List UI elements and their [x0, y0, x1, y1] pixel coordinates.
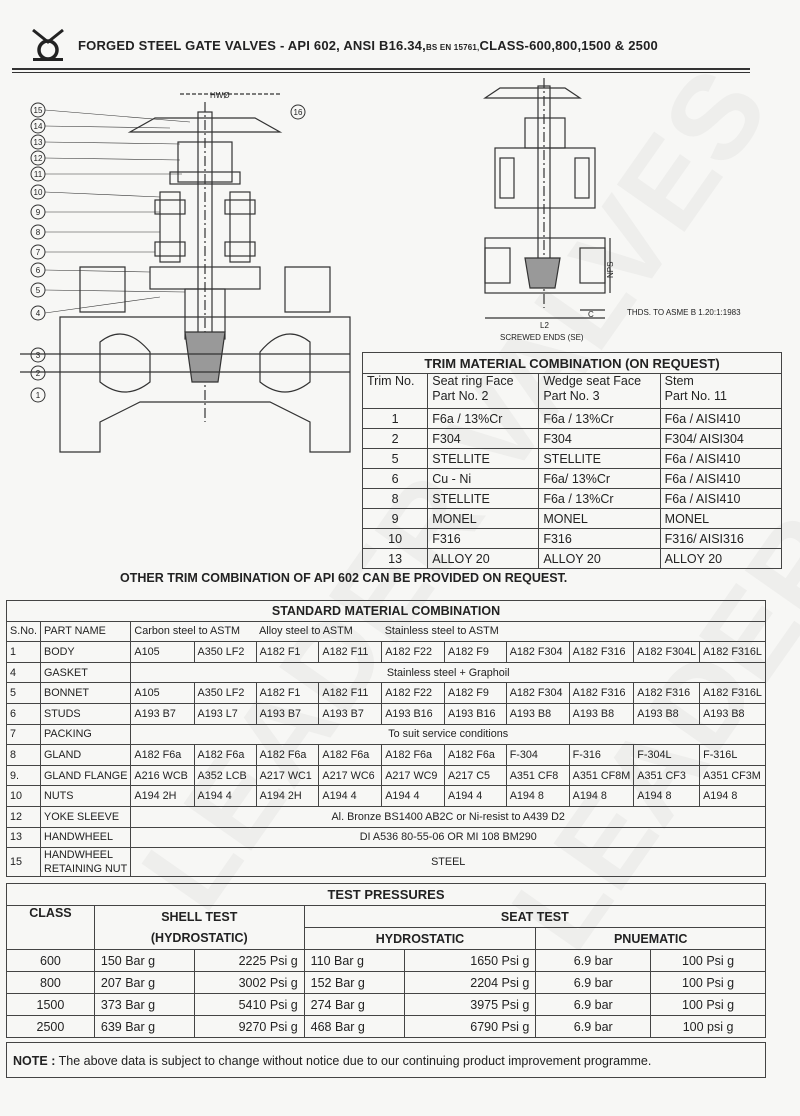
other-trim-note: OTHER TRIM COMBINATION OF API 602 CAN BE PROVIDED ON REQUEST. — [120, 571, 568, 585]
nps-dimension-label: NPS — [606, 261, 615, 278]
class-header: CLASS — [7, 906, 95, 950]
part-callout-10 — [31, 185, 45, 199]
seat-test-header: SEAT TEST — [304, 906, 765, 928]
table-row: 7 PACKING To suit service conditions — [7, 724, 766, 745]
part-callout-14 — [31, 119, 45, 133]
part-callout-16 — [291, 105, 305, 119]
part-callout-5 — [31, 283, 45, 297]
page-title: FORGED STEEL GATE VALVES - API 602, ANSI B16.34,BS EN 15761,CLASS-600,800,1500 & 2500 — [78, 38, 658, 53]
svg-text:8: 8 — [35, 228, 41, 237]
trim-table-header — [363, 374, 782, 409]
c-dimension-label: C — [588, 310, 594, 319]
seat-pneumatic-header: PNUEMATIC — [536, 928, 766, 950]
trim-table-caption: TRIM MATERIAL COMBINATION (ON REQUEST) — [363, 353, 782, 374]
screwed-ends-label: SCREWED ENDS (SE) — [500, 333, 584, 342]
svg-text:5: 5 — [35, 286, 41, 295]
svg-text:10: 10 — [33, 188, 43, 197]
svg-text:9: 9 — [35, 208, 41, 217]
svg-text:3: 3 — [35, 351, 41, 360]
svg-text:14: 14 — [33, 122, 43, 131]
part-callout-13 — [31, 135, 45, 149]
svg-text:11: 11 — [33, 170, 43, 179]
table-row: 5 STELLITE STELLITE F6a / AISI410 — [363, 449, 782, 469]
table-row: 9 MONEL MONEL MONEL — [363, 509, 782, 529]
svg-text:7: 7 — [35, 248, 41, 257]
table-row: 10 F316 F316 F316/ AISI316 — [363, 529, 782, 549]
screwed-ends-drawing — [470, 78, 770, 348]
table-row: 2 F304 F304 F304/ AISI304 — [363, 429, 782, 449]
table-row: 2500 639 Bar g 9270 Psi g 468 Bar g 6790 Psi g 6.9 bar 100 psi g — [7, 1016, 766, 1038]
part-callout-15 — [31, 103, 45, 117]
table-row: 10 NUTS A194 2H A194 4 A194 2H A194 4 A194 4 A194 4 A194 8 A194 8 A194 8 A194 8 — [7, 786, 766, 807]
svg-text:12: 12 — [33, 154, 43, 163]
part-callout-9 — [31, 205, 45, 219]
table-row: 1 BODY A105 A350 LF2 A182 F1 A182 F11 A182 F22 A182 F9 A182 F304 A182 F316 A182 F304L A182 F316L — [7, 642, 766, 663]
table-row: 13 HANDWHEEL DI A536 80-55-06 OR MI 108 BM290 — [7, 827, 766, 848]
part-callout-7 — [31, 245, 45, 259]
table-row: 13 ALLOY 20 ALLOY 20 ALLOY 20 — [363, 549, 782, 569]
test-pressures-table — [6, 883, 766, 1038]
table-row: 800 207 Bar g 3002 Psi g 152 Bar g 2204 Psi g 6.9 bar 100 Psi g — [7, 972, 766, 994]
header-rule-thin — [12, 72, 750, 73]
trim-header-no: Trim No. — [363, 374, 428, 409]
part-callout-8 — [31, 225, 45, 239]
table-row: 12 YOKE SLEEVE Al. Bronze BS1400 AB2C or Ni-resist to A439 D2 — [7, 806, 766, 827]
part-callout-3 — [31, 348, 45, 362]
trim-header-wedge: Wedge seat Face Part No. 3 — [539, 374, 660, 409]
hw-dimension-label: HWØ — [210, 91, 230, 100]
standard-material-table — [6, 600, 766, 877]
shell-test-header: SHELL TEST — [94, 906, 304, 928]
table-row: 6 Cu - Ni F6a/ 13%Cr F6a / AISI410 — [363, 469, 782, 489]
threads-note: THDS. TO ASME B 1.20:1:1983 — [627, 308, 741, 317]
part-callout-11 — [31, 167, 45, 181]
part-callout-12 — [31, 151, 45, 165]
test-table-caption: TEST PRESSURES — [7, 884, 766, 906]
table-row: 8 GLAND A182 F6a A182 F6a A182 F6a A182 F6a A182 F6a A182 F6a F-304 F-316 F-304L F-316L — [7, 745, 766, 766]
shell-hydro-header: (HYDROSTATIC) — [94, 928, 304, 950]
std-table-header: S.No. PART NAME Carbon steel to ASTM Alloy steel to ASTM Stainless steel to ASTM — [7, 621, 766, 642]
table-row: 8 STELLITE F6a / 13%Cr F6a / AISI410 — [363, 489, 782, 509]
l2-dimension-label: L2 — [540, 321, 549, 330]
valve-section-drawing — [20, 82, 360, 462]
part-callout-2 — [31, 366, 45, 380]
part-callout-6 — [31, 263, 45, 277]
trim-material-table — [362, 352, 782, 569]
table-row: 5 BONNET A105 A350 LF2 A182 F1 A182 F11 A182 F22 A182 F9 A182 F304 A182 F316 A182 F316 A182 F316L — [7, 683, 766, 704]
part-callout-4 — [31, 306, 45, 320]
svg-text:16: 16 — [293, 108, 303, 117]
part-callout-1 — [31, 388, 45, 402]
std-table-caption: STANDARD MATERIAL COMBINATION — [7, 601, 766, 622]
svg-text:4: 4 — [35, 309, 41, 318]
svg-text:15: 15 — [33, 106, 43, 115]
trim-header-seat: Seat ring Face Part No. 2 — [428, 374, 539, 409]
svg-text:6: 6 — [35, 266, 41, 275]
table-row: 4 GASKET Stainless steel + Graphoil — [7, 662, 766, 683]
table-row: 6 STUDS A193 B7 A193 L7 A193 B7 A193 B7 A193 B16 A193 B16 A193 B8 A193 B8 A193 B8 A193 B8 — [7, 703, 766, 724]
header-rule — [12, 68, 750, 70]
table-row: 15 HANDWHEEL RETAINING NUT STEEL — [7, 848, 766, 877]
table-row: 9. GLAND FLANGE A216 WCB A352 LCB A217 WC1 A217 WC6 A217 WC9 A217 C5 A351 CF8 A351 CF8M A351 CF3 A351 CF3M — [7, 765, 766, 786]
table-row: 1 F6a / 13%Cr F6a / 13%Cr F6a / AISI410 — [363, 409, 782, 429]
table-row: 1500 373 Bar g 5410 Psi g 274 Bar g 3975 Psi g 6.9 bar 100 Psi g — [7, 994, 766, 1016]
svg-text:2: 2 — [35, 369, 41, 378]
company-logo — [30, 28, 66, 62]
footer-note: NOTE : The above data is subject to change without notice due to our continuing product improvement programme. — [6, 1042, 766, 1078]
svg-text:13: 13 — [33, 138, 43, 147]
svg-text:1: 1 — [35, 391, 41, 400]
table-row: 600 150 Bar g 2225 Psi g 110 Bar g 1650 Psi g 6.9 bar 100 Psi g — [7, 950, 766, 972]
trim-header-stem: Stem Part No. 11 — [660, 374, 781, 409]
seat-hydro-header: HYDROSTATIC — [304, 928, 536, 950]
